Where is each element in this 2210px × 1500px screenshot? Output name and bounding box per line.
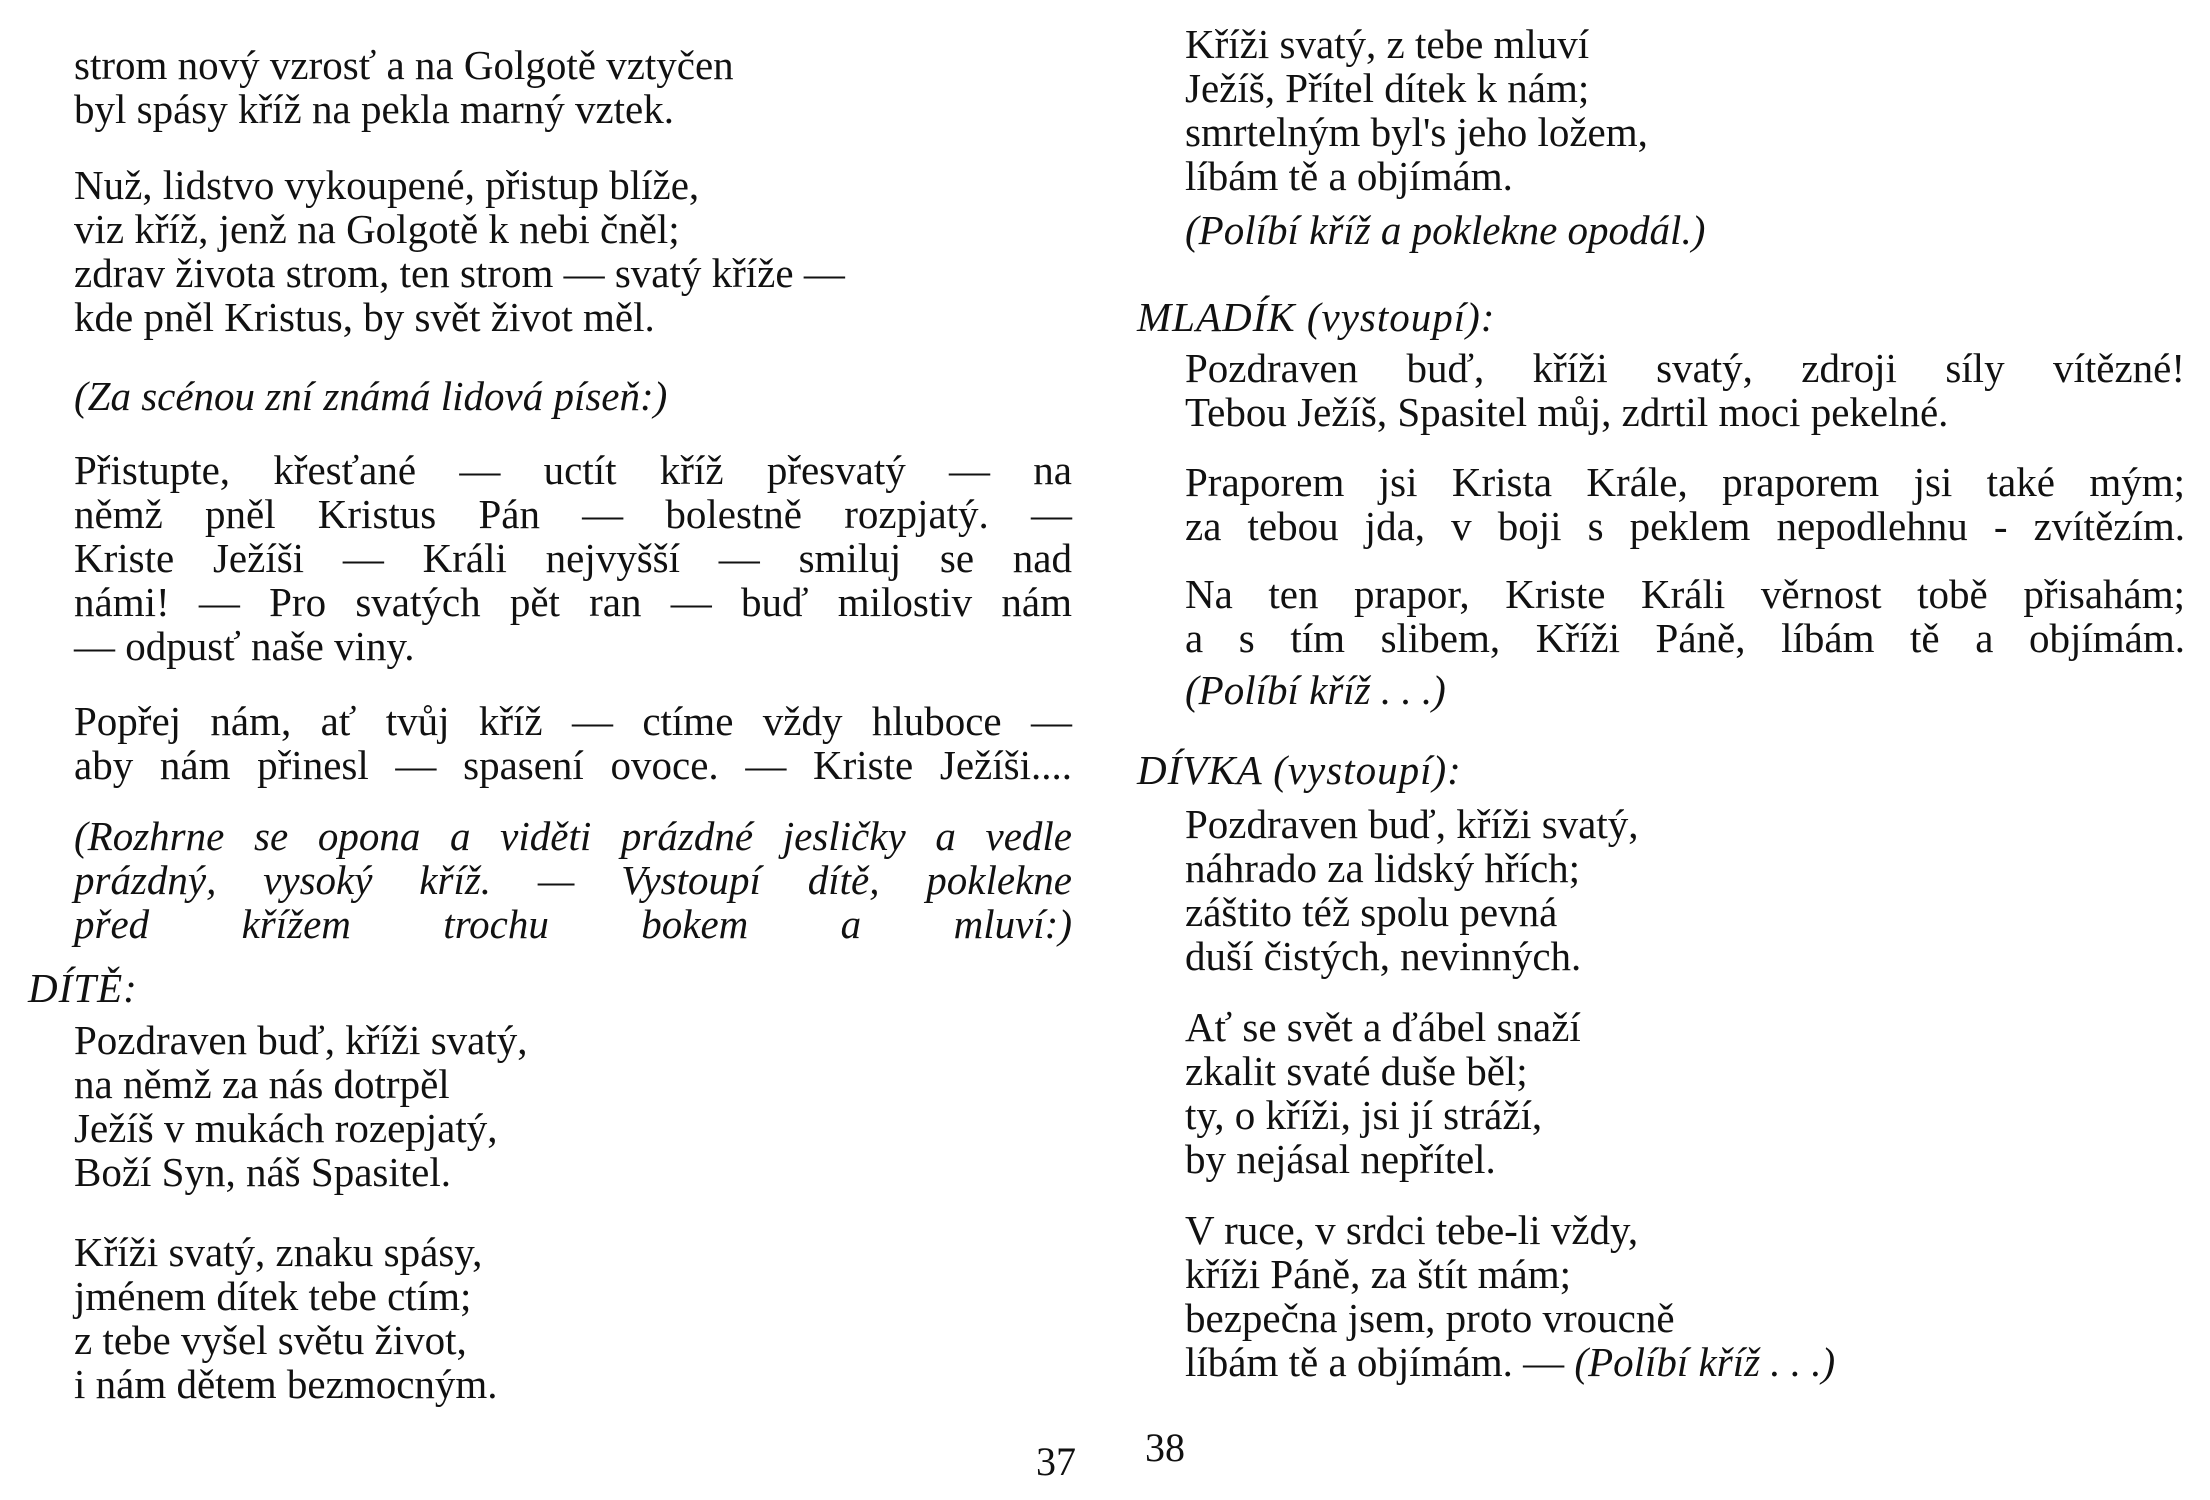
- song-line: Přistupte, křesťané — uctít kříž přesvatý — na: [74, 447, 1072, 493]
- song-stanza: [74, 699, 1072, 787]
- top-verse: [74, 43, 734, 131]
- verse-line: zdrav života strom, ten strom — svatý kříže —: [74, 250, 845, 296]
- speech-line: Na ten prapor, Kriste Králi věrnost tobě přisahám;: [1185, 571, 2185, 617]
- verse-line: smrtelným byl's jeho ložem,: [1185, 109, 1648, 155]
- verse-line: ty, o kříži, jsi jí stráží,: [1185, 1092, 1543, 1138]
- speech-line: a s tím slibem, Kříži Páně, líbám tě a objímám.: [1185, 615, 2185, 661]
- speaker-name: MLADÍK (vystoupí):: [1137, 294, 1496, 340]
- verse-line: strom nový vzrosť a na Golgotě vztyčen: [74, 42, 734, 88]
- verse-line: jménem dítek tebe ctím;: [74, 1273, 472, 1319]
- song-stanza: [74, 448, 1072, 668]
- verse-line: byl spásy kříž na pekla marný vztek.: [74, 86, 675, 132]
- verse-line: záštito též spolu pevná: [1185, 889, 1558, 935]
- stage-direction: (Políbí kříž . . .): [1574, 1339, 1836, 1385]
- speech-stanza: [1185, 346, 2185, 434]
- stage-direction: (Za scénou zní známá lidová píseň:): [74, 373, 668, 419]
- verse-line: bezpečna jsem, proto vroucně: [1185, 1295, 1675, 1341]
- verse-stanza: [1185, 802, 1638, 978]
- stage-direction: (Políbí kříž . . .): [1185, 667, 1446, 713]
- verse-line: Kříži svatý, znaku spásy,: [74, 1229, 483, 1275]
- right-page: [1105, 0, 2210, 1500]
- song-line: — odpusť naše viny.: [74, 623, 415, 669]
- verse-line: Boží Syn, náš Spasitel.: [74, 1149, 451, 1195]
- song-line: Popřej nám, ať tvůj kříž — ctíme vždy hluboce —: [74, 698, 1072, 744]
- verse-stanza: [1185, 1005, 1581, 1181]
- verse-line: na němž za nás dotrpěl: [74, 1061, 450, 1107]
- song-line: němž pněl Kristus Pán — bolestně rozpjatý. —: [74, 491, 1072, 537]
- song-line: aby nám přinesl — spasení ovoce. — Kriste Ježíši....: [74, 742, 1072, 788]
- verse-line: V ruce, v srdci tebe-li vždy,: [1185, 1207, 1639, 1253]
- speech-line: Tebou Ježíš, Spasitel můj, zdrtil moci pekelné.: [1185, 389, 1949, 435]
- speech-line: Praporem jsi Krista Krále, praporem jsi také mým;: [1185, 459, 2185, 505]
- verse-line: náhrado za lidský hřích;: [1185, 845, 1581, 891]
- speech-line: za tebou jda, v boji s peklem nepodlehnu - zvítězím.: [1185, 503, 2185, 549]
- verse-line: Pozdraven buď, kříži svatý,: [1185, 801, 1639, 847]
- stage-direction: (Políbí kříž a poklekne opodál.): [1185, 207, 1706, 253]
- verse-line: by nejásal nepřítel.: [1185, 1136, 1496, 1182]
- verse-line: viz kříž, jenž na Golgotě k nebi čněl;: [74, 206, 680, 252]
- speech-stanza: [1185, 460, 2185, 548]
- verse-line: líbám tě a objímám.: [1185, 153, 1513, 199]
- speech-stanza: [1185, 572, 2185, 660]
- verse-stanza: [74, 163, 845, 339]
- verse-line: Ježíš, Přítel dítek k nám;: [1185, 65, 1590, 111]
- verse-line: duší čistých, nevinných.: [1185, 933, 1582, 979]
- verse-line: z tebe vyšel světu život,: [74, 1317, 467, 1363]
- verse-line: líbám tě a objímám. — (Políbí kříž . . .): [1185, 1339, 1836, 1385]
- verse-stanza: [1185, 1208, 1835, 1384]
- verse-stanza: [74, 1018, 527, 1194]
- song-line: Kriste Ježíši — Králi nejvyšší — smiluj se nad: [74, 535, 1072, 581]
- speaker-name: DÍTĚ:: [28, 965, 138, 1011]
- verse-line: i nám dětem bezmocným.: [74, 1361, 498, 1407]
- verse-line: kde pněl Kristus, by svět život měl.: [74, 294, 655, 340]
- verse-line: Ježíš v mukách rozepjatý,: [74, 1105, 498, 1151]
- verse-line: Kříži svatý, z tebe mluví: [1185, 21, 1590, 67]
- verse-stanza: [74, 1230, 498, 1406]
- page-number: 38: [1145, 1425, 1185, 1470]
- verse-line: Nuž, lidstvo vykoupené, přistup blíže,: [74, 162, 700, 208]
- song-line: námi! — Pro svatých pět ran — buď milostiv nám: [74, 579, 1072, 625]
- verse-line: kříži Páně, za štít mám;: [1185, 1251, 1571, 1297]
- verse-line: zkalit svaté duše běl;: [1185, 1048, 1528, 1094]
- verse-line: Ať se svět a ďábel snaží: [1185, 1004, 1581, 1050]
- verse-line: Pozdraven buď, kříži svatý,: [74, 1017, 528, 1063]
- page-number: 37: [1036, 1439, 1076, 1484]
- verse-stanza: [1185, 22, 1648, 198]
- speech-line: Pozdraven buď, kříži svatý, zdroji síly vítězné!: [1185, 345, 2185, 391]
- stage-direction: (Rozhrne se opona a viděti prázdné jesličky a vedle prázdný, vysoký kříž. — Vystoupí dítě, poklekne před křížem trochu bokem a mluví:): [74, 813, 1072, 947]
- speaker-name: DÍVKA (vystoupí):: [1137, 747, 1462, 793]
